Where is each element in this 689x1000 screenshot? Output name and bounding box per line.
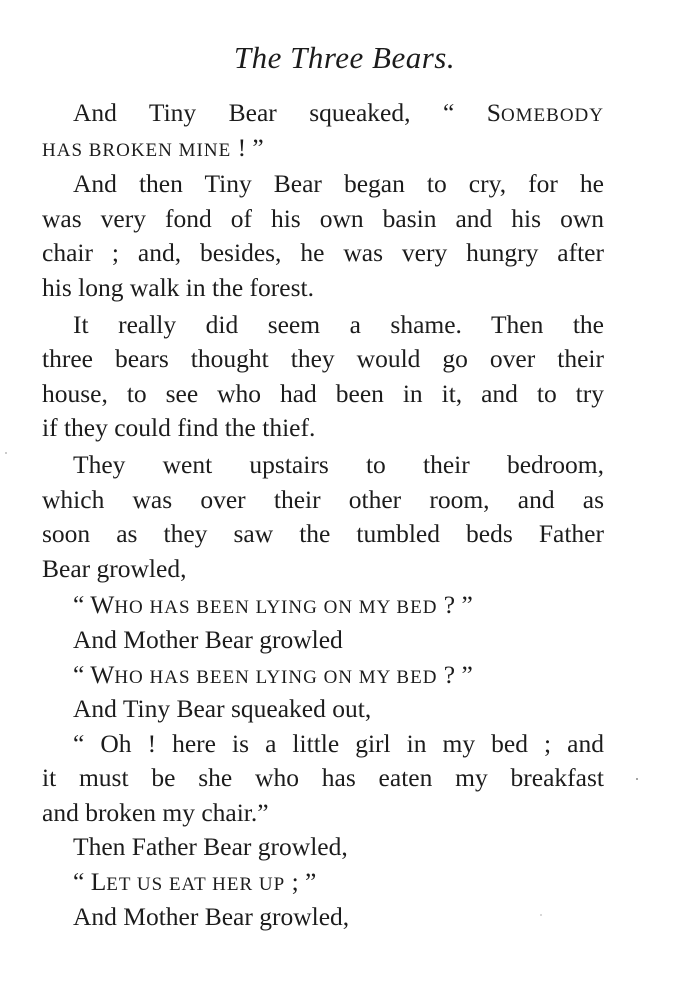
text-line <box>42 658 604 693</box>
paper-speck <box>636 778 638 780</box>
text-line: it must be she who has eaten my breakfast <box>42 763 604 793</box>
page-title: The Three Bears. <box>233 40 456 75</box>
text-line: They went upstairs to their bedroom, <box>73 449 604 479</box>
text-line: It really did seem a shame. Then the <box>73 309 604 339</box>
small-caps-span: HO HAS BEEN LYING ON MY BED <box>114 597 438 619</box>
text-line: if they could find the thief. <box>42 413 316 443</box>
text-line: And Tiny Bear squeaked out, <box>73 694 372 724</box>
text-span: ! ” <box>231 132 264 162</box>
small-caps-span: ET US EAT HER UP <box>106 874 286 896</box>
text-line: his long walk in the forest. <box>42 272 314 302</box>
text-line: chair ; and, besides, he was very hungry after <box>42 238 604 268</box>
text-span: “ L <box>73 867 107 897</box>
paper-speck <box>540 914 542 916</box>
text-span: ; ” <box>285 867 317 897</box>
text-line: three bears thought they would go over their <box>42 344 604 374</box>
text-line: And Mother Bear growled, <box>73 901 350 931</box>
text-line <box>42 588 604 623</box>
text-line: which was over their other room, and as <box>42 484 604 514</box>
small-caps-span: OMEBODY <box>500 105 604 126</box>
text-span: ? ” <box>437 659 473 689</box>
text-line: house, to see who had been in it, and to try <box>42 378 604 408</box>
text-span: “ W <box>73 659 115 689</box>
text-line: was very fond of his own basin and his own <box>42 203 604 233</box>
text-line: Bear growled, <box>42 553 187 583</box>
text-line <box>42 865 604 900</box>
text-line <box>42 96 604 131</box>
text-line: soon as they saw the tumbled beds Father <box>42 519 604 549</box>
text-line: Then Father Bear growled, <box>73 832 348 862</box>
story-text <box>42 96 604 934</box>
small-caps-span: HAS BROKEN MINE <box>42 139 232 161</box>
paper-speck <box>5 452 7 454</box>
text-line: And Mother Bear growled <box>73 624 343 654</box>
text-span: ? ” <box>437 590 473 620</box>
small-caps-span: HO HAS BEEN LYING ON MY BED <box>114 666 438 688</box>
text-line: “ Oh ! here is a little girl in my bed ; and <box>73 728 604 758</box>
text-line: and broken my chair.” <box>42 797 269 827</box>
text-line <box>42 131 604 166</box>
text-line: And then Tiny Bear began to cry, for he <box>73 169 604 199</box>
text-span: And Tiny Bear squeaked, “ S <box>73 98 501 127</box>
text-span: “ W <box>73 590 115 620</box>
